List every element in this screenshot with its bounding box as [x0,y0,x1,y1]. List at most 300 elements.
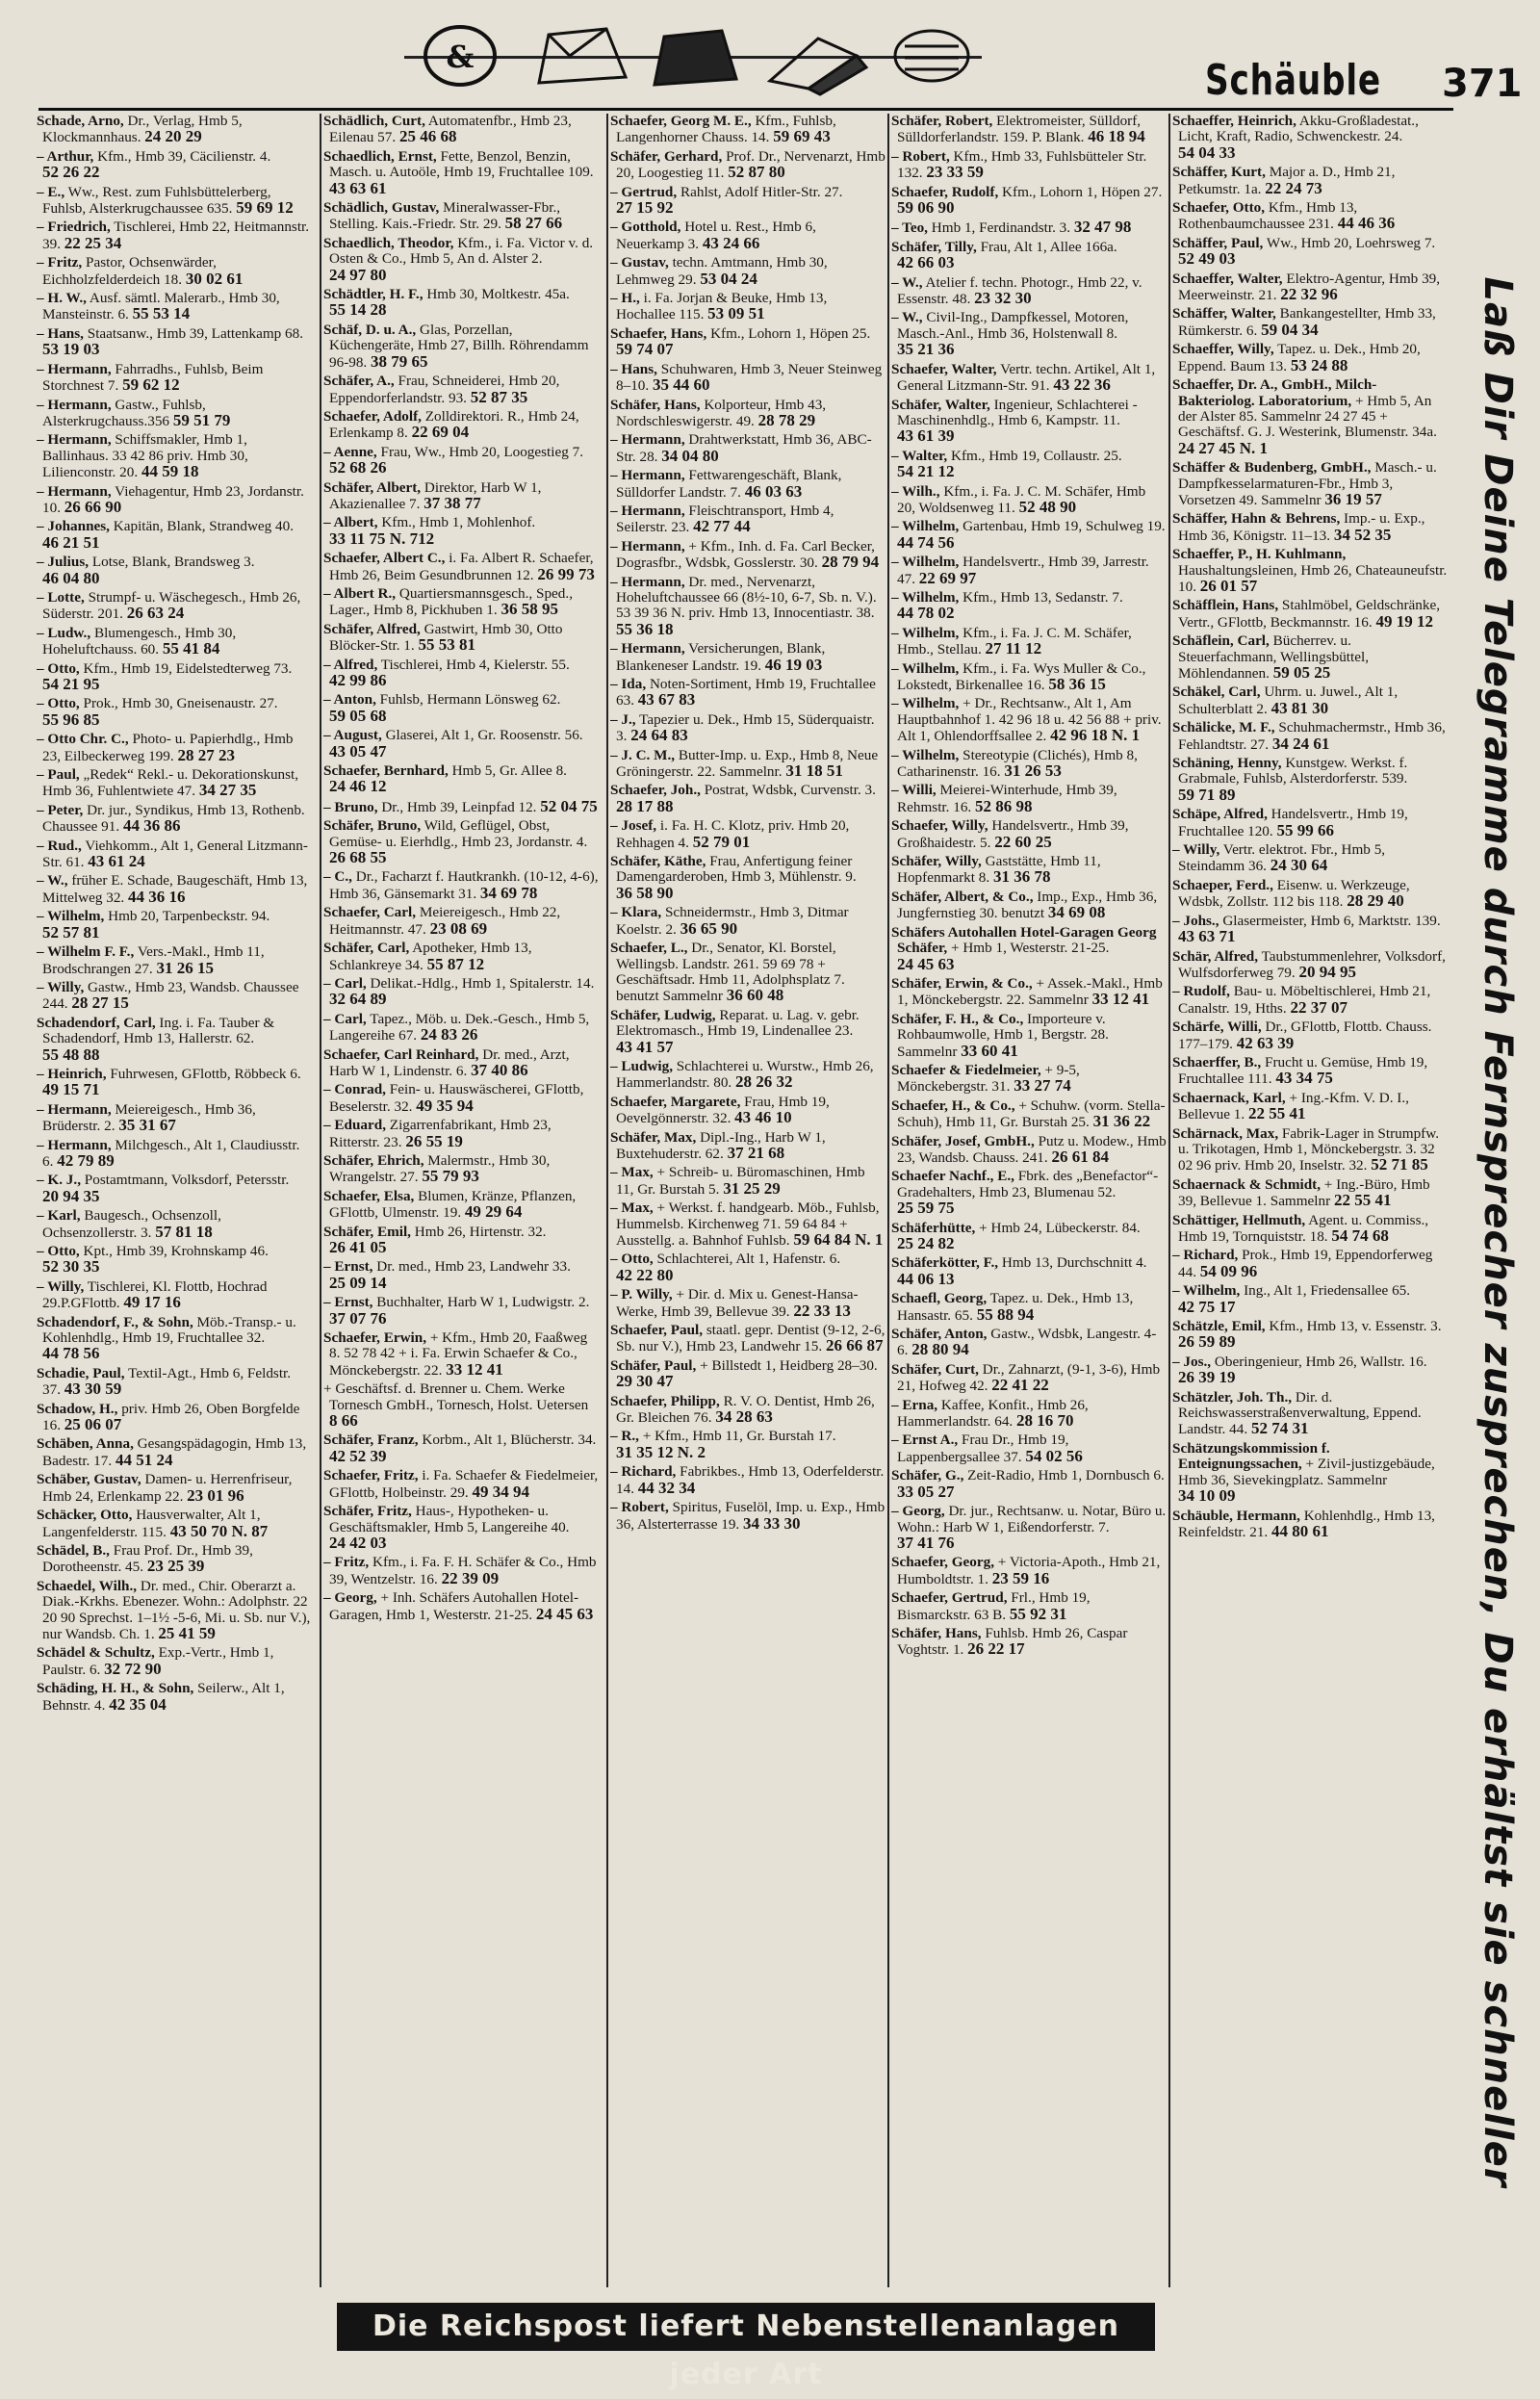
directory-entry [323,1153,599,1186]
entry-phone-number: 27 11 12 [985,639,1042,658]
entry-phone-number: 55 53 81 [418,635,475,655]
entry-details: Automatenfbr., Hmb 23, Eilenau 57. [329,114,572,146]
entry-details: Ww., Rest. zum Fuhlsbüttelerberg, Fuhlsb, Alsterkrugchaussee 635. [42,183,271,218]
directory-entry [610,1323,886,1355]
entry-name: Schätzungskommission f. Enteignungssachen, [1172,1439,1330,1473]
entry-details: Dr. jur., Syndikus, Hmb 13, Rothenb. Chaussee 91. [42,801,305,836]
entry-phone-number: 26 63 24 [126,604,185,623]
entry-name: Schäfer, Walter, [891,396,990,413]
directory-column-3 [610,114,889,2287]
entry-phone-number: 34 28 63 [715,1407,773,1427]
directory-entry [891,1291,1167,1324]
entry-name: Schäfer, Erwin, & Co., [891,974,1033,992]
entry-details: Tapez. u. Dek., Hmb 20, Eppend. Baum 13. [1178,341,1421,374]
directory-entry [323,976,599,1009]
entry-subname: – Walter, [891,447,948,464]
entry-name: Schaefer, Willy, [891,817,988,835]
directory-entry [891,854,1167,887]
directory-entry [37,1645,312,1678]
entry-name: Schaefer, Albert C., [323,550,446,567]
footer-advertisement: Die Reichspost liefert Nebenstellenanlagen jeder Art [337,2303,1155,2351]
entry-name: Schaefer, Fritz, [323,1467,419,1484]
entry-details: Glaserei, Alt 1, Gr. Roosenstr. 56. [385,727,583,744]
directory-entry [891,1362,1167,1395]
entry-subname: – Ernst A., [891,1432,959,1449]
entry-name: Schätzler, Joh. Th., [1172,1388,1293,1406]
directory-entry [1172,377,1448,457]
entry-details: Fleischtransport, Hmb 4, Seilerstr. 23. [616,502,834,536]
entry-phone-number: 54 09 96 [1199,1261,1258,1280]
column-divider [606,114,608,2287]
entry-details: Civil-Ing., Dampfkessel, Motoren, Masch.-Anl., Hmb 36, Holstenwall 8. [897,309,1129,342]
entry-details: Dr. med., Arzt, Harb W 1, Lindenstr. 6. [329,1045,570,1079]
entry-phone-number: 26 55 19 [405,1131,463,1150]
entry-phone-number: 54 21 95 [42,675,100,693]
entry-details: Postrat, Wdsbk, Curvenstr. 3. [704,782,876,799]
entry-name: Schaefer, Bernhard, [323,762,449,780]
directory-entry [323,1432,599,1465]
entry-subname: – Wilhelm, [891,554,960,571]
entry-subname: – Wilhelm, [1172,1282,1241,1300]
entry-details: Elektromeister, Sülldorf, Sülldorferlandstr. 159. P. Blank. [897,114,1142,146]
directory-entry [610,291,886,323]
entry-phone-number: 25 46 68 [398,127,457,146]
directory-entry [323,692,599,725]
entry-subname: – Paul, [37,766,80,784]
entry-name: Schättiger, Hellmuth, [1172,1211,1306,1228]
directory-entry [1172,1441,1448,1506]
entry-subname: – J. C. M., [610,746,676,763]
directory-entry [37,1138,312,1171]
directory-entry [891,484,1167,517]
entry-name: Schäfer, Ludwig, [610,1006,716,1023]
entry-details: Kfm., Hmb 19, Eidelstedterweg 73. [83,659,293,677]
directory-entry [323,1330,599,1379]
directory-entry [37,291,312,323]
entry-subname: – Hermann, [37,1100,112,1118]
entry-details: Hmb 26, Hirtenstr. 32. [414,1223,547,1240]
entry-details: Major a. D., Hmb 21, Petkumstr. 1a. [1178,164,1396,197]
directory-entry [1172,842,1448,875]
directory-entry [610,1130,886,1163]
entry-phone-number: 28 79 94 [821,553,880,572]
entry-details: Bankangestellter, Hmb 33, Rümkerstr. 6. [1178,305,1436,339]
entry-name: Schaefer, Walter, [891,360,997,377]
column-divider [1168,114,1170,2287]
entry-details: Apotheker, Hmb 13, Schlankreye 34. [329,940,532,973]
entry-details: Dir. d. Reichswasserstraßenverwaltung, Eppend. Landstr. 44. [1178,1388,1422,1438]
entry-subname: – Georg, [891,1503,945,1520]
entry-phone-number: 59 06 90 [897,198,955,218]
entry-details: Dr. med., Chir. Oberarzt a. Diak.-Krkhs. Ebenezer. Wohn.: Adolphstr. 22 20 90 Sprechst. 1–1½ -5-6, Mi. u. Sb. nur V.), nur Wandsb. Ch. 1. [42,1577,311,1642]
directory-entry [323,1189,599,1222]
directory-entry [891,1468,1167,1501]
entry-phone-number: 53 19 03 [42,340,100,359]
entry-details: Dr., Hmb 39, Leinpfad 12. [381,798,537,815]
directory-entry [1172,756,1448,804]
entry-details: i. Fa. Jorjan & Beuke, Hmb 13, Hochallee 115. [616,290,828,323]
directory-entry [891,818,1167,851]
entry-details: Schlachterei u. Wurstw., Hmb 26, Hammerlandstr. 80. [616,1057,874,1092]
entry-name: Schäflein, Carl, [1172,632,1270,650]
entry-phone-number: 54 74 68 [1331,1226,1389,1245]
entry-phone-number: 34 69 08 [1047,903,1106,922]
entry-phone-number: 43 22 36 [1053,375,1111,395]
entry-phone-number: 55 99 66 [1276,820,1334,839]
entry-phone-number: 20 94 95 [1298,962,1356,981]
entry-details: Kfm., Hmb 13, Sedanstr. 7. [962,588,1123,606]
entry-phone-number: 54 04 33 [1178,142,1236,162]
entry-phone-number: 26 61 84 [1051,1147,1109,1166]
directory-entry [610,748,886,781]
entry-name: Schaefer, Philipp, [610,1392,720,1409]
entry-details: Gastw., Fuhlsb, Alsterkrugchauss.356 [42,396,206,429]
directory-entry [37,980,312,1013]
entry-details: Reparat. u. Lag. v. gebr. Elektromasch., Hmb 19, Lindenallee 23. [616,1006,860,1040]
directory-entry [891,1504,1167,1552]
entry-phone-number: 43 30 59 [64,1380,122,1399]
entry-details: Atelier f. techn. Photogr., Hmb 22, v. Essenstr. 48. [897,273,1142,308]
entry-details: Quartiersmannsgesch., Sped., Lager., Hmb 8, Pickhuben 1. [329,584,573,619]
entry-phone-number: 52 86 98 [975,796,1033,815]
entry-phone-number: 22 39 09 [441,1568,500,1587]
entry-phone-number: 46 21 51 [42,532,100,552]
directory-entry [610,1394,886,1427]
entry-phone-number: 44 51 24 [115,1450,173,1469]
entry-phone-number: 59 74 07 [616,340,674,359]
directory-entry [37,1681,312,1714]
entry-name: Schäfers Autohallen Hotel-Garagen Georg Schäfer, [891,923,1157,957]
entry-phone-number: 55 88 94 [976,1304,1035,1324]
directory-entry [323,728,599,761]
entry-phone-number: 22 25 34 [64,233,122,252]
entry-details: Masch.- u. Dampfkesselarmaturen-Fbr., Hmb 3, Vorsetzen 49. Sammelnr [1178,459,1437,508]
entry-details: Dr., Verlag, Hmb 5, Klockmannhaus. [42,114,243,146]
entry-name: Schäf, D. u. A., [323,321,417,338]
entry-details: Fuhrwesen, GFlottb, Röbbeck 6. [110,1065,301,1082]
entry-subname: – Otto, [37,695,80,712]
entry-phone-number: 52 04 75 [540,796,598,815]
entry-details: Viehagentur, Hmb 23, Jordanstr. 10. [42,482,304,516]
entry-name: Schädel & Schultz, [37,1644,155,1662]
entry-phone-number: 31 26 15 [156,958,215,977]
entry-phone-number: 42 22 80 [616,1265,674,1284]
entry-phone-number: 22 41 22 [991,1376,1049,1395]
entry-details: + Inh. Schäfers Autohallen Hotel-Garagen, Hmb 1, Westerstr. 21-25. [329,1589,578,1623]
entry-subname: – Alfred, [323,656,378,673]
entry-details: früher E. Schade, Baugeschäft, Hmb 13, Mittelweg 32. [42,872,308,906]
directory-entry [891,310,1167,358]
entry-subname: – Julius, [37,554,90,571]
directory-entry [1172,1390,1448,1438]
entry-details: Frucht u. Gemüse, Hmb 19, Fruchtallee 111. [1178,1053,1428,1088]
entry-phone-number: 32 47 98 [1073,218,1132,237]
directory-entry [891,1221,1167,1253]
directory-entry [37,1102,312,1135]
entry-details: + Ing.-Büro, Hmb 39, Bellevue 1. Sammelnr [1178,1175,1430,1210]
entry-phone-number: 8 66 [329,1411,358,1431]
directory-entry [323,905,599,938]
entry-subname: – Hermann, [37,431,112,449]
entry-phone-number: 43 63 61 [329,178,387,197]
entry-phone-number: 42 52 39 [329,1446,387,1465]
entry-details: Blumen, Kränze, Pflanzen, GFlottb, Ulmenstr. 19. [329,1187,577,1222]
entry-name: Schaedlich, Theodor, [323,234,454,251]
entry-phone-number: 22 37 07 [1290,997,1348,1017]
entry-name: Schaefer, Carl, [323,904,417,921]
entry-phone-number: 34 69 78 [479,883,538,902]
entry-details: Kfm., i. Fa. Victor v. d. Osten & Co., Hmb 5, An d. Alster 2. [329,234,594,268]
entry-details: Frau, Hmb 19, Oevelgönnerstr. 32. [616,1093,830,1127]
entry-details: Pastor, Ochsenwärder, Eichholzfelderdeich 18. [42,254,217,288]
directory-columns [37,114,1451,2287]
directory-entry [610,432,886,465]
entry-details: + Hmb 24, Lübeckerstr. 84. [979,1219,1141,1236]
entry-name: Schäferhütte, [891,1219,976,1236]
directory-entry [323,1295,599,1328]
entry-name: Schäfer, F. H., & Co., [891,1010,1024,1027]
entry-details: Vertr. elektrot. Fbr., Hmb 5, Steindamm 36. [1178,841,1386,875]
entry-phone-number: 43 34 75 [1275,1069,1333,1088]
directory-entry [891,219,1167,236]
entry-name: Schäffer, Kurt, [1172,164,1266,181]
entry-details: Kfm., Hmb 13, Rothenbaumchaussee 231. [1178,199,1358,233]
entry-phone-number: 44 78 02 [897,604,955,623]
entry-details: Blumengesch., Hmb 30, Hoheluftchauss. 60. [42,624,237,658]
entry-name: Schäfer, Paul, [610,1356,697,1374]
entry-name: Schaefer, Adolf, [323,407,422,425]
entry-details: Oberingenieur, Hmb 26, Wallstr. 16. [1214,1353,1427,1370]
entry-phone-number: 24 46 12 [329,777,387,796]
entry-details: Hmb 20, Tarpenbeckstr. 94. [108,908,270,925]
entry-subname: – Hans, [610,360,657,377]
entry-phone-number: 23 01 96 [187,1485,244,1505]
entry-details: + Werkst. f. handgearb. Möb., Fuhlsb, Hummelsb. Kirchenweg 71. 59 64 84 + Ausstellg. a. Bahnhof Fuhlsb. [616,1200,880,1249]
running-head: Schäuble [1205,56,1381,105]
directory-entry [37,626,312,658]
directory-entry [323,1259,599,1292]
entry-details: Zeit-Radio, Hmb 1, Dornbusch 6. [967,1467,1165,1484]
entry-subname: – Heinrich, [37,1065,107,1082]
entry-phone-number: 23 25 39 [146,1557,205,1576]
entry-details: Kfm., i. Fa. J. C. M. Schäfer, Hmb., Stellau. [897,624,1132,658]
entry-details: Vers.-Makl., Hmb 11, Brodschrangen 27. [42,943,265,977]
entry-name: Schaefer, L., [610,940,688,957]
entry-subname: – Max, [610,1200,654,1217]
entry-details: + Zivil-justizgebäude, Hmb 36, Sievekingplatz. Sammelnr [1178,1456,1435,1488]
entry-phone-number: 59 71 89 [1178,785,1236,804]
directory-entry [37,732,312,764]
entry-subname: – Anton, [323,691,376,709]
entry-subname: – Fritz, [323,1554,370,1571]
entry-name: Schäfer, Willy, [891,853,982,870]
entry-subname: – Otto Chr. C., [37,731,129,748]
directory-entry [610,114,886,146]
entry-name: Schaefer, Gertrud, [891,1589,1008,1607]
directory-entry [1172,1283,1448,1316]
entry-details: Direktor, Harb W 1, Akazienallee 7. [329,478,542,512]
entry-name: Schaefer, Joh., [610,782,701,799]
entry-subname: – Wilh., [891,482,940,500]
directory-entry [891,185,1167,218]
directory-entry [610,149,886,182]
entry-details: Putz u. Modew., Hmb 23, Wandsb. Chauss. 241. [897,1132,1167,1166]
entry-name: Schaefer Nachf., E., [891,1168,1014,1185]
entry-name: Schaernack, Karl, [1172,1089,1286,1106]
directory-entry [1172,684,1448,717]
entry-phone-number: 24 27 45 N. 1 [1178,438,1269,457]
directory-entry [323,763,599,796]
directory-entry [37,1244,312,1277]
entry-phone-number: 37 07 76 [329,1308,387,1328]
entry-details: Versicherungen, Blank, Blankeneser Landstr. 19. [616,640,826,674]
entry-details: Gesangspädagogin, Hmb 13, Badestr. 17. [42,1435,307,1469]
side-advertisement-text: Laß Dir Deine Telegramme durch Fernsprecher zusprechen, Du erhältst sie schneller [1476,276,1520,2188]
entry-phone-number: 52 26 22 [42,163,100,182]
entry-phone-number: 20 94 35 [42,1186,100,1205]
entry-details: Handelsvertr., Hmb 39, Großhaidestr. 5. [897,817,1129,851]
entry-details: + Assek.-Makl., Hmb 1, Mönckebergstr. 22. Sammelnr [897,974,1163,1009]
entry-details: Ing., Alt 1, Friedensallee 65. [1244,1282,1411,1300]
entry-phone-number: 59 05 25 [1272,663,1331,682]
entry-phone-number: 22 69 97 [918,568,977,587]
entry-phone-number: 58 36 15 [1048,675,1106,693]
entry-details: Tischlerei, Kl. Flottb, Hochrad 29.P.GFlottb. [42,1277,268,1312]
entry-phone-number: 24 42 03 [329,1533,387,1552]
entry-subname: – Friedrich, [37,219,111,236]
directory-entry [37,255,312,288]
directory-entry [610,326,886,359]
directory-entry [1172,1177,1448,1210]
entry-details: Ausf. sämtl. Malerarb., Hmb 30, Mansteinstr. 6. [42,290,280,323]
directory-entry [323,409,599,442]
directory-entry [323,236,599,284]
entry-details: Photo- u. Papierhdlg., Hmb 23, Eilbeckerweg 199. [42,731,294,764]
entry-details: Hmb 1, Ferdinandstr. 3. [931,219,1071,237]
entry-name: Schadendorf, Carl, [37,1014,156,1031]
directory-entry [37,838,312,871]
entry-details: Hmb 30, Moltkestr. 45a. [426,286,570,303]
entry-name: Schäkel, Carl, [1172,684,1261,701]
directory-entry [323,200,599,233]
entry-details: Stahlmöbel, Geldschränke, Vertr., GFlottb, Beckmannstr. 16. [1178,597,1440,631]
directory-entry [1172,1213,1448,1246]
entry-subname: – Albert R., [323,584,397,602]
entry-details: Frl., Hmb 19, Bismarckstr. 63 B. [897,1589,1091,1623]
entry-details: Kfm., Hmb 13, v. Essenstr. 3. [1269,1318,1442,1335]
entry-phone-number: 55 48 88 [42,1045,100,1064]
entry-phone-number: 34 52 35 [1333,525,1392,544]
entry-details: Milchgesch., Alt 1, Claudiusstr. 6. [42,1136,300,1170]
header-rule [38,108,1453,111]
entry-details: Noten-Sortiment, Hmb 19, Fruchtallee 63. [616,676,876,709]
entry-details: Strumpf- u. Wäschegesch., Hmb 26, Süderstr. 201. [42,588,301,623]
directory-entry [610,185,886,218]
entry-details: Prok., Hmb 30, Gneisenaustr. 27. [83,695,278,712]
directory-entry [37,1208,312,1241]
directory-entry [37,219,312,252]
entry-phone-number: 36 19 57 [1324,489,1382,508]
entry-details: Bau- u. Möbeltischlerei, Hmb 21, Canalstr. 19, Hths. [1178,983,1431,1017]
entry-subname: – Richard, [1172,1247,1239,1264]
directory-entry [610,1251,886,1284]
entry-details: Postamtmann, Volksdorf, Petersstr. [84,1172,290,1189]
entry-details: Dr. jur., Rechtsanw. u. Notar, Büro u. Wohn.: Harb W 1, Eißendorferstr. 7. [897,1503,1167,1535]
entry-subname: – Eduard, [323,1117,386,1134]
entry-phone-number: 46 03 63 [744,481,803,501]
entry-subname: – R., [610,1428,639,1445]
entry-subname: – Hermann, [37,482,112,500]
entry-details: Gaststätte, Hmb 11, Hopfenmarkt 8. [897,853,1101,887]
entry-subname: – Hermann, [37,1136,112,1153]
entry-details: Malermstr., Hmb 30, Wrangelstr. 27. [329,1151,551,1186]
entry-phone-number: 43 41 57 [616,1037,674,1056]
entry-name: Schäcker, Otto, [37,1507,133,1524]
directory-entry [1172,598,1448,631]
directory-entry [610,1500,886,1533]
entry-phone-number: 28 29 40 [1347,891,1404,911]
entry-phone-number: 33 05 27 [897,1482,955,1501]
entry-phone-number: 57 81 18 [155,1222,213,1241]
entry-details: Hmb 13, Durchschnitt 4. [1001,1254,1147,1272]
entry-phone-number: 33 12 41 [1091,990,1150,1009]
directory-entry [891,661,1167,694]
entry-details: Hmb 5, Gr. Allee 8. [451,762,567,780]
directory-entry [891,1012,1167,1060]
entry-phone-number: 52 57 81 [42,922,100,942]
entry-name: Schaefer & Fiedelmeier, [891,1061,1041,1078]
entry-phone-number: 24 45 63 [535,1604,594,1623]
entry-phone-number: 32 72 90 [104,1659,162,1678]
entry-phone-number: 43 50 70 N. 87 [169,1521,269,1540]
entry-details: Handelsvertr., Hmb 39, Jarrestr. 47. [897,554,1149,587]
entry-phone-number: 43 61 24 [88,852,145,871]
entry-name: Schäfer, Käthe, [610,853,706,870]
entry-name: Schäfer, Emil, [323,1223,411,1240]
entry-name: Schär, Alfred, [1172,947,1259,965]
column-divider [887,114,889,2287]
entry-name: Schäben, Anna, [37,1435,134,1453]
entry-phone-number: 44 32 34 [637,1478,696,1497]
entry-subname: – Wilhelm, [891,695,960,712]
entry-phone-number: 28 80 94 [911,1340,969,1359]
entry-subname: – Erna, [891,1396,938,1413]
entry-details: Kfm., Lohorn 1, Höpen 25. [710,324,871,342]
directory-entry [1172,342,1448,374]
directory-entry [891,1432,1167,1465]
entry-details: Fuhlsb, Hermann Lönsweg 62. [379,691,561,709]
directory-entry [37,803,312,836]
directory-entry [1172,511,1448,544]
entry-details: Bücherrev. u. Steuerfachmann, Wellingsbüttel, Möhlendannen. [1178,632,1369,682]
entry-name: Schädel, B., [37,1541,110,1559]
directory-entry [37,1436,312,1469]
entry-phone-number: 36 65 90 [680,918,738,938]
entry-name: Schaedel, Wilh., [37,1577,138,1594]
entry-details: Elektro-Agentur, Hmb 39, Meerweinstr. 21. [1178,270,1441,304]
entry-phone-number: 46 18 94 [1088,127,1145,146]
entry-subname: – E., [37,183,65,200]
entry-subname: – Carl, [323,974,367,992]
directory-entry [610,219,886,252]
entry-details: Dipl.-Ing., Harb W 1, Buxtehuderstr. 62. [616,1128,826,1162]
entry-details: Schlachterei, Alt 1, Hafenstr. 6. [656,1251,841,1268]
directory-entry [37,1016,312,1064]
entry-details: Zigarrenfabrikant, Hmb 23, Ritterstr. 23. [329,1117,552,1150]
entry-details: Fettwarengeschäft, Blank, Sülldorfer Landstr. 7. [616,467,842,501]
entry-subname: – Hermann, [610,640,685,658]
entry-details: Eisenw. u. Werkzeuge, Wdsbk, Zollstr. 112 bis 118. [1178,876,1410,911]
